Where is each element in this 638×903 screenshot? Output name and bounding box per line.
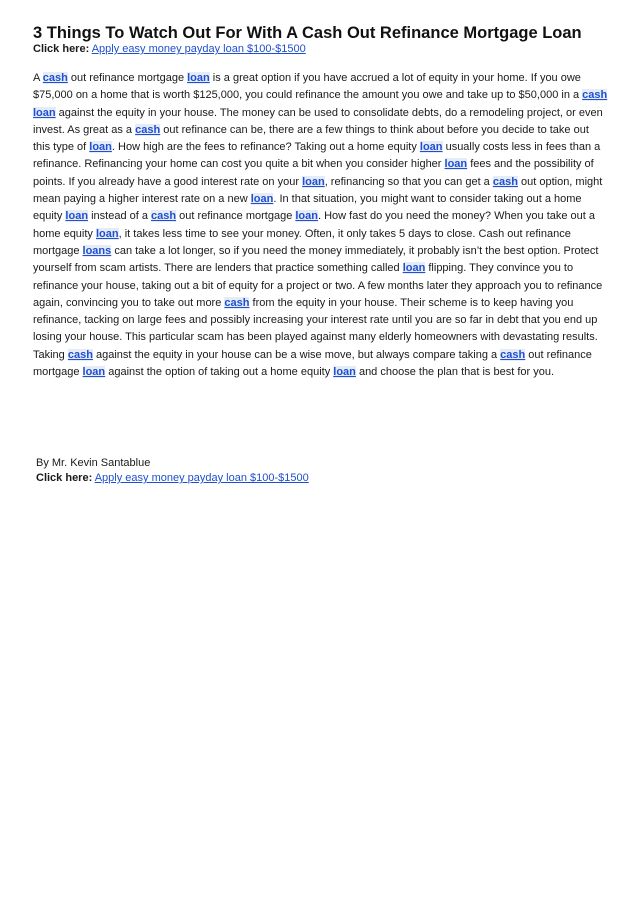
body-text: A	[33, 72, 43, 84]
body-text: , refinancing so that you can get a	[324, 175, 493, 188]
body-text: out refinance mortgage	[176, 210, 296, 223]
keyword-link-loan[interactable]: loan	[187, 72, 210, 84]
body-text: against the equity in your house. The money can be used to consolidate debts, do a remodeling project, or even invest. As great as a	[33, 106, 603, 136]
bottom-click-here-line	[36, 471, 309, 486]
keyword-link-loan[interactable]: loan	[250, 193, 274, 206]
body-text: out refinance mortgage	[67, 72, 188, 84]
keyword-link-cash[interactable]: cash	[492, 175, 518, 188]
body-text: and choose the plan that is best for you.	[355, 366, 555, 379]
keyword-link-loan[interactable]: loan	[82, 366, 106, 379]
body-text: out option, might mean paying a higher interest rate on a new	[33, 175, 603, 206]
author-block	[36, 456, 309, 486]
click-here-label: Click here:	[36, 472, 93, 484]
keyword-link-loan[interactable]: loan	[89, 141, 112, 154]
keyword-link-loan[interactable]: loan	[33, 106, 56, 119]
body-text: usually costs less in fees than a refinance. Refinancing your home can cost you quite a bit when you consider higher	[33, 141, 601, 171]
body-text: out refinance can be, there are a few things to think about before you decide to take out this type of	[33, 123, 589, 154]
keyword-link-cash[interactable]: cash	[224, 296, 250, 309]
keyword-link-loan[interactable]: loan	[295, 210, 318, 223]
keyword-link-cash[interactable]: cash	[135, 123, 161, 136]
body-text: . How fast do you need the money? When you take out a home equity	[33, 210, 596, 240]
payday-loan-link[interactable]: Apply easy money payday loan $100-$1500	[94, 472, 309, 484]
top-click-here-line	[33, 42, 608, 56]
keyword-link-loans[interactable]: loans	[82, 244, 112, 257]
keyword-link-cash[interactable]: cash	[67, 348, 93, 361]
keyword-link-loan[interactable]: loan	[65, 210, 89, 223]
body-text: out refinance mortgage	[33, 348, 592, 379]
body-text: is a great option if you have accrued a lot of equity in your home. If you owe $75,000 on a home that is worth $125,000, you could refinance the amount you owe and take up to $50,000 in a	[33, 72, 583, 102]
keyword-link-loan[interactable]: loan	[95, 227, 119, 240]
article-body	[33, 70, 608, 381]
body-text: against the equity in your house can be a wise move, but always compare taking a	[92, 348, 501, 361]
body-text: from the equity in your house. Their scheme is to keep having you refinance, tacking on large fees and possibly increasing your interest rate until you are so far in debt that you end up losing your house. This particular scam has been played against many elderly homeowners with devastating results. Taking	[33, 296, 598, 361]
keyword-link-cash[interactable]: cash	[151, 210, 177, 223]
document-page	[33, 26, 608, 381]
author-byline: By Mr. Kevin Santablue	[36, 457, 151, 469]
body-text: . In that situation, you might want to consider taking out a home equity	[33, 193, 582, 223]
body-text: can take a lot longer, so if you need the money immediately, it probably isn’t the best option. Protect yourself from scam artists. There are lenders that practice something called	[33, 244, 599, 275]
body-text: flipping. They convince you to refinance your house, taking out a bit of equity for a project or two. A few months later they approach you to refinance again, convincing you to take out more	[33, 262, 603, 309]
keyword-link-loan[interactable]: loan	[402, 262, 426, 275]
keyword-link-cash[interactable]: cash	[582, 89, 608, 102]
payday-loan-link[interactable]: Apply easy money payday loan $100-$1500	[91, 43, 306, 55]
keyword-link-cash[interactable]: cash	[500, 348, 526, 361]
keyword-link-loan[interactable]: loan	[419, 141, 443, 154]
body-text: . How high are the fees to refinance? Taking out a home equity	[111, 141, 420, 154]
keyword-link-loan[interactable]: loan	[444, 158, 468, 171]
body-text: , it takes less time to see your money. Often, it only takes 5 days to close. Cash out refinance mortgage	[33, 227, 571, 257]
body-text: against the option of taking out a home equity	[105, 366, 334, 379]
body-text: instead of a	[88, 210, 152, 223]
keyword-link-cash[interactable]: cash	[42, 72, 68, 84]
keyword-link-loan[interactable]: loan	[302, 175, 325, 188]
click-here-label: Click here:	[33, 43, 90, 55]
page-title: 3 Things To Watch Out For With A Cash Out Refinance Mortgage Loan	[33, 24, 582, 42]
keyword-link-loan[interactable]: loan	[333, 366, 356, 379]
body-text: fees and the possibility of points. If you already have a good interest rate on your	[33, 158, 594, 188]
